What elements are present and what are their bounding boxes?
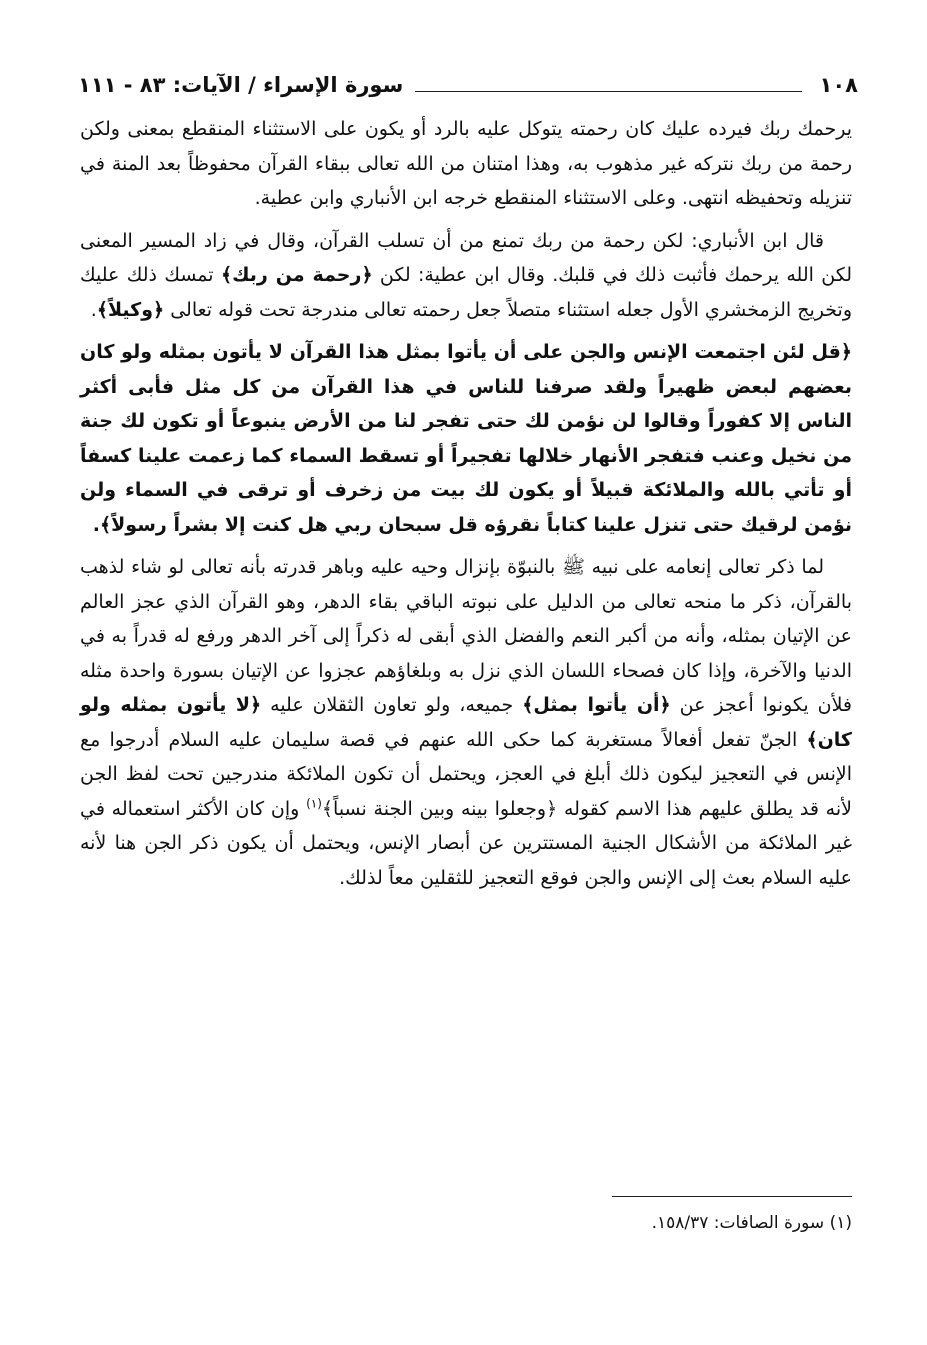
quran-verse-block: ﴿قل لئن اجتمعت الإنس والجن على أن يأتوا بمثل هذا القرآن لا يأتون بمثله ولو كان بعضهم لبعض ظهيراً ولقد صرفنا للناس في هذا القرآن من كل مثل فأبى أكثر الناس إلا كفوراً وقالوا لن نؤمن لك حتى تفجر لنا من الأرض ينبوعاً أو تكون لك جنة من نخيل وعنب فتفجر الأنهار خلالها تفجيراً أو تسقط السماء كما زعمت علينا كسفاً أو تأتي بالله والملائكة قبيلاً أو يكون لك بيت من زخرف أو ترقى في السماء ولن نؤمن لرقيك حتى تنزل علينا كتاباً نقرؤه قل سبحان ربي هل كنت إلا بشراً رسولاً﴾. [80,341,852,536]
paragraph-4-quote-1: ﴿أن يأتوا بمثل﴾ [522,694,671,716]
paragraph-4-quote-2: ﴿لا يأتون بمثله ولو كان﴾ [80,694,852,751]
main-text [80,112,852,903]
paragraph-2-text-c: تمسك ذلك عليك وتخريج الزمخشري الأول جعله استثناء متصلاً جعل رحمته تعالى مندرجة تحت قوله تعالى [80,264,852,321]
paragraph-2-text-e: . [90,298,97,321]
paragraph-2-quote-1: ﴿رحمة من ربك﴾ [220,264,373,286]
footnote-rule [612,1196,852,1197]
paragraph-4-text-c: جميعه، ولو تعاون الثقلان عليه [261,694,523,716]
paragraph-4 [80,550,852,895]
paragraph-4-text-e: الجنّ تفعل أفعالاً مستغربة كما حكى الله عنهم في قصة سليمان عليه السلام أدرجوا مع الإنس في التعجيز ليكون ذلك أبلغ في العجز، ويحتمل أن تكون الملائكة مندرجين تحت لفظ الجن لأنه قد يطلق عليهم هذا الاسم كقوله ﴿وجعلوا بينه وبين الجنة نسباً﴾ [80,728,852,820]
footnote-marker: (١) [306,796,322,811]
page-number: ١٠٨ [819,73,858,97]
paragraph-4-text-a: لما ذكر تعالى إنعامه على نبيه ﷺ بالنبوّة بإنزال وحيه عليه وباهر قدرته بأنه تعالى لو شاء لذهب بالقرآن، ذكر ما منحه تعالى من الدليل على نبوته الباقي بقاء الدهر، وهو القرآن الذي عجز العالم عن الإتيان بمثله، وأنه من أكبر النعم والفضل الذي أبقى له ذكراً إلى آخر الدهر ورفع له قدراً به في الدنيا والآخرة، وإذا كان فصحاء اللسان الذي نزل به وبلغاؤهم عجزوا عن الإتيان بسورة واحدة مثله فلأن يكونوا أعجز عن [80,556,853,716]
paragraph-2-text-a: قال ابن الأنباري: لكن رحمة من ربك تمنع من أن تسلب القرآن، وقال في زاد المسير المعنى لكن الله يرحمك فأثبت ذلك في قلبك. وقال ابن عطية: لكن [80,229,853,286]
paragraph-2 [80,224,852,328]
header-rule [415,91,801,92]
paragraph-4-text-g: وإن كان الأكثر استعماله في غير الملائكة من الأشكال الجنية المستترين عن أبصار الإنس، ويحتمل أن يكون ذكر الجن هنا لأنه عليه السلام بعث إلى الإنس والجن فوقع التعجيز للثقلين معاً لذلك. [80,797,852,889]
footnote: (١) سورة الصافات: ١٥٨/٣٧. [651,1213,852,1233]
paragraph-1: يرحمك ربك فيرده عليك كان رحمته يتوكل عليه بالرد أو يكون على الاستثناء المنقطع بمعنى ولكن رحمة من ربك نتركه غير مذهوب به، وهذا امتنان من الله تعالى ببقاء القرآن محفوظاً بعد المنة في تنزيله وتحفيظه انتهى. وعلى الاستثناء المنقطع خرجه ابن الأنباري وابن عطية. [80,118,852,209]
page-header [78,68,858,102]
paragraph-2-quote-2: ﴿وكيلاً﴾ [96,298,165,321]
running-title: سورة الإسراء / الآيات: ٨٣ - ١١١ [78,73,404,97]
